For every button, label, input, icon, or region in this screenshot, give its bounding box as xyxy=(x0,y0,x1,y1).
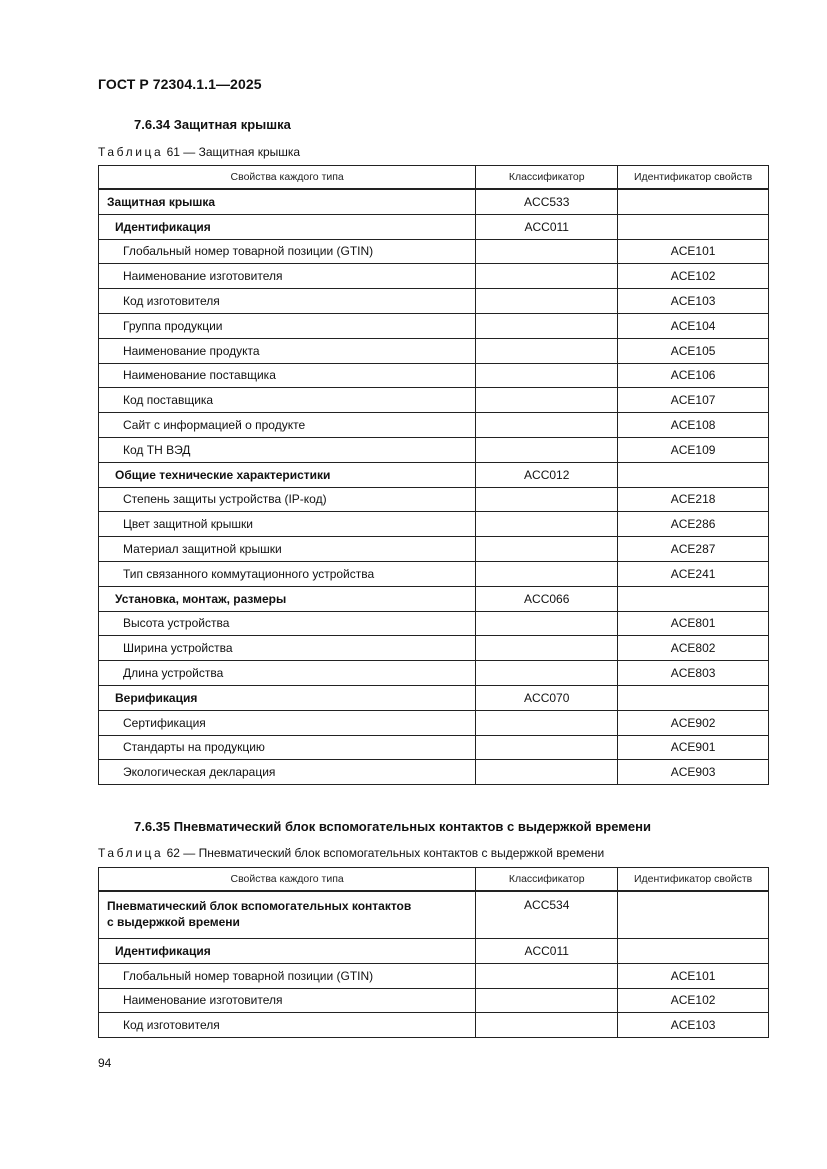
property-row xyxy=(99,338,769,363)
property-name-cell: Наименование продукта xyxy=(99,338,476,363)
column-header-properties: Свойства каждого типа xyxy=(99,166,476,190)
property-name-cell: Степень защиты устройства (IP-код) xyxy=(99,487,476,512)
table-caption-word: Таблица xyxy=(98,846,164,860)
classifier-cell xyxy=(476,636,618,661)
property-id-cell: ACE109 xyxy=(618,437,769,462)
property-name-cell: Наименование поставщика xyxy=(99,363,476,388)
property-id-cell: ACE902 xyxy=(618,710,769,735)
page-number: 94 xyxy=(98,1056,112,1070)
property-name-cell: Верификация xyxy=(99,685,476,710)
section-title-7-6-35: 7.6.35 Пневматический блок вспомогательных контактов с выдержкой времени xyxy=(134,819,651,834)
group-row xyxy=(99,462,769,487)
group-row xyxy=(99,586,769,611)
property-row xyxy=(99,1013,769,1038)
property-row xyxy=(99,413,769,438)
property-name-cell: Группа продукции xyxy=(99,313,476,338)
property-row xyxy=(99,988,769,1013)
property-id-cell: ACE802 xyxy=(618,636,769,661)
property-row xyxy=(99,636,769,661)
classifier-cell xyxy=(476,363,618,388)
property-id-cell xyxy=(618,189,769,214)
table-caption-62 xyxy=(98,846,604,860)
classifier-cell xyxy=(476,537,618,562)
property-name-cell: Экологическая декларация xyxy=(99,760,476,785)
property-name-cell: Наименование изготовителя xyxy=(99,264,476,289)
property-name-cell: Длина устройства xyxy=(99,661,476,686)
property-name-cell: Защитная крышка xyxy=(99,189,476,214)
classifier-cell xyxy=(476,338,618,363)
property-id-cell: ACE108 xyxy=(618,413,769,438)
property-name-cell: Высота устройства xyxy=(99,611,476,636)
table-caption-text: 62 — Пневматический блок вспомогательных контактов с выдержкой времени xyxy=(163,846,605,860)
property-id-cell: ACE103 xyxy=(618,1013,769,1038)
property-name-cell: Наименование изготовителя xyxy=(99,988,476,1013)
property-id-cell: ACE105 xyxy=(618,338,769,363)
property-row xyxy=(99,963,769,988)
table-caption-text: 61 — Защитная крышка xyxy=(163,145,301,159)
classifier-cell: ACC534 xyxy=(476,891,618,939)
property-row xyxy=(99,735,769,760)
property-id-cell xyxy=(618,462,769,487)
classifier-cell: ACC533 xyxy=(476,189,618,214)
property-name-cell: Идентификация xyxy=(99,939,476,964)
property-name-line: с выдержкой времени xyxy=(107,915,240,929)
property-id-cell: ACE102 xyxy=(618,264,769,289)
property-name-cell: Код ТН ВЭД xyxy=(99,437,476,462)
property-row xyxy=(99,537,769,562)
classifier-cell xyxy=(476,1013,618,1038)
classifier-cell xyxy=(476,661,618,686)
classifier-cell: ACC066 xyxy=(476,586,618,611)
classifier-cell xyxy=(476,561,618,586)
property-id-cell: ACE106 xyxy=(618,363,769,388)
property-name-cell: Цвет защитной крышки xyxy=(99,512,476,537)
property-row xyxy=(99,437,769,462)
property-row xyxy=(99,289,769,314)
property-id-cell xyxy=(618,891,769,939)
property-row xyxy=(99,561,769,586)
classifier-cell: ACC070 xyxy=(476,685,618,710)
property-name-cell: Стандарты на продукцию xyxy=(99,735,476,760)
property-row xyxy=(99,239,769,264)
section-title-7-6-34: 7.6.34 Защитная крышка xyxy=(134,117,291,132)
group-row xyxy=(99,214,769,239)
classifier-cell xyxy=(476,388,618,413)
property-row xyxy=(99,512,769,537)
classifier-cell xyxy=(476,313,618,338)
property-id-cell: ACE287 xyxy=(618,537,769,562)
property-row xyxy=(99,264,769,289)
table-header-row xyxy=(99,166,769,190)
classifier-cell: ACC011 xyxy=(476,214,618,239)
group-row xyxy=(99,939,769,964)
property-id-cell: ACE241 xyxy=(618,561,769,586)
property-id-cell xyxy=(618,685,769,710)
classifier-cell xyxy=(476,289,618,314)
classifier-cell xyxy=(476,963,618,988)
column-header-property-id: Идентификатор свойств xyxy=(618,166,769,190)
document-header: ГОСТ Р 72304.1.1—2025 xyxy=(98,76,262,92)
table-62 xyxy=(98,867,769,1038)
property-id-cell xyxy=(618,939,769,964)
property-name-cell: Код изготовителя xyxy=(99,289,476,314)
classifier-cell: ACC012 xyxy=(476,462,618,487)
property-name-cell: Идентификация xyxy=(99,214,476,239)
classifier-cell xyxy=(476,264,618,289)
classifier-cell xyxy=(476,735,618,760)
table-caption-word: Таблица xyxy=(98,145,164,159)
property-id-cell: ACE901 xyxy=(618,735,769,760)
column-header-properties: Свойства каждого типа xyxy=(99,868,476,892)
property-id-cell: ACE218 xyxy=(618,487,769,512)
property-id-cell xyxy=(618,214,769,239)
property-row xyxy=(99,487,769,512)
classifier-cell: ACC011 xyxy=(476,939,618,964)
property-name-line: Пневматический блок вспомогательных контактов xyxy=(107,899,412,913)
property-name-cell: Глобальный номер товарной позиции (GTIN) xyxy=(99,963,476,988)
table-61 xyxy=(98,165,769,785)
classifier-cell xyxy=(476,413,618,438)
property-row xyxy=(99,313,769,338)
column-header-property-id: Идентификатор свойств xyxy=(618,868,769,892)
classifier-cell xyxy=(476,611,618,636)
property-name-cell: Общие технические характеристики xyxy=(99,462,476,487)
property-id-cell: ACE103 xyxy=(618,289,769,314)
property-name-cell: Глобальный номер товарной позиции (GTIN) xyxy=(99,239,476,264)
property-id-cell: ACE903 xyxy=(618,760,769,785)
property-id-cell: ACE801 xyxy=(618,611,769,636)
property-name-cell: Код поставщика xyxy=(99,388,476,413)
type-row xyxy=(99,891,769,939)
table-header-row xyxy=(99,868,769,892)
property-id-cell: ACE101 xyxy=(618,239,769,264)
property-name-cell: Сертификация xyxy=(99,710,476,735)
classifier-cell xyxy=(476,239,618,264)
property-row xyxy=(99,611,769,636)
property-name-cell: Сайт с информацией о продукте xyxy=(99,413,476,438)
property-name-cell: Тип связанного коммутационного устройства xyxy=(99,561,476,586)
classifier-cell xyxy=(476,487,618,512)
classifier-cell xyxy=(476,512,618,537)
property-row xyxy=(99,388,769,413)
property-name-cell: Ширина устройства xyxy=(99,636,476,661)
property-row xyxy=(99,363,769,388)
property-id-cell xyxy=(618,586,769,611)
property-id-cell: ACE102 xyxy=(618,988,769,1013)
type-row xyxy=(99,189,769,214)
property-id-cell: ACE803 xyxy=(618,661,769,686)
property-row xyxy=(99,710,769,735)
classifier-cell xyxy=(476,988,618,1013)
property-id-cell: ACE101 xyxy=(618,963,769,988)
classifier-cell xyxy=(476,710,618,735)
classifier-cell xyxy=(476,437,618,462)
property-name-cell: Материал защитной крышки xyxy=(99,537,476,562)
table-caption-61 xyxy=(98,145,300,159)
property-id-cell: ACE104 xyxy=(618,313,769,338)
property-row xyxy=(99,760,769,785)
column-header-classifier: Классификатор xyxy=(476,166,618,190)
property-row xyxy=(99,661,769,686)
property-id-cell: ACE107 xyxy=(618,388,769,413)
property-name-cell: Установка, монтаж, размеры xyxy=(99,586,476,611)
group-row xyxy=(99,685,769,710)
property-id-cell: ACE286 xyxy=(618,512,769,537)
classifier-cell xyxy=(476,760,618,785)
column-header-classifier: Классификатор xyxy=(476,868,618,892)
property-name-cell xyxy=(99,891,476,939)
property-name-cell: Код изготовителя xyxy=(99,1013,476,1038)
